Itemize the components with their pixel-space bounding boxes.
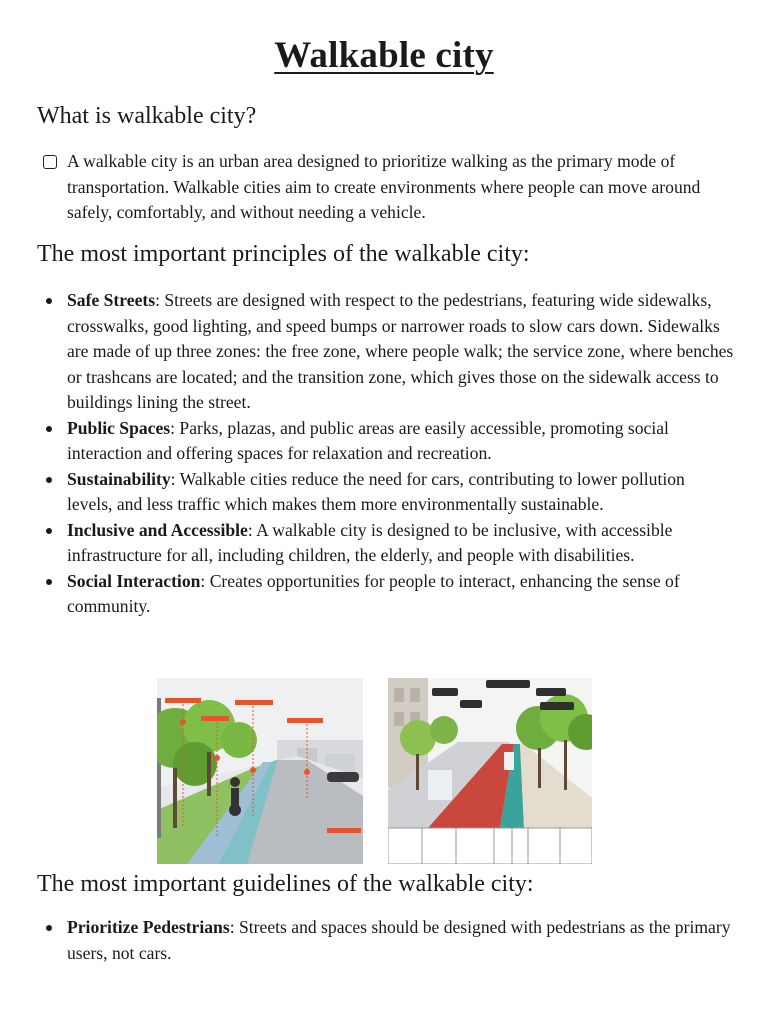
list-item xyxy=(0,467,768,518)
section-heading-principles: The most important principles of the walkable city: xyxy=(37,241,530,267)
list-item-text: : A walkable city is designed to be inclusive, with accessible infrastructure for all, including children, the elderly, and people with disabilities. xyxy=(67,519,673,565)
street-section-illustration xyxy=(388,678,592,864)
list-item-text: : Parks, plazas, and public areas are easily accessible, promoting social interaction and offering spaces for relaxation and recreation. xyxy=(67,417,669,463)
list-item-term: Public Spaces xyxy=(67,417,171,438)
sidewalk-zones-illustration xyxy=(157,678,363,864)
section-heading-what-is: What is walkable city? xyxy=(37,103,257,129)
bullet-icon xyxy=(46,579,52,585)
list-item xyxy=(0,915,768,966)
page-title: Walkable city xyxy=(274,35,494,76)
checkbox-icon xyxy=(43,155,57,169)
bullet-icon xyxy=(46,426,52,432)
list-item-text: : Creates opportunities for people to interact, enhancing the sense of community. xyxy=(67,570,680,616)
guidelines-list xyxy=(0,915,768,966)
list-item-term: Inclusive and Accessible xyxy=(67,519,248,540)
list-item-term: Social Interaction xyxy=(67,570,201,591)
bullet-icon xyxy=(46,528,52,534)
bullet-icon xyxy=(46,925,52,931)
principles-list xyxy=(0,288,768,620)
list-item xyxy=(0,518,768,569)
list-item-term: Safe Streets xyxy=(67,290,156,310)
list-item-term: Prioritize Pedestrians xyxy=(67,917,230,937)
list-item xyxy=(0,569,768,620)
list-item xyxy=(0,416,768,467)
list-item xyxy=(0,288,768,416)
list-item-term: Sustainability xyxy=(67,468,171,489)
list-item-text: : Walkable cities reduce the need for cars, contributing to lower pollution levels, and less traffic which makes them more environmentally sustainable. xyxy=(67,468,685,514)
definition-paragraph: A walkable city is an urban area designed to prioritize walking as the primary mode of transportation. Walkable cities aim to create environments where people can move around safely, comfortably, and without needing a vehicle. xyxy=(67,151,701,222)
bullet-icon xyxy=(46,298,52,304)
list-item-text: : Streets and spaces should be designed with pedestrians as the primary users, not cars. xyxy=(67,917,731,963)
section-heading-guidelines: The most important guidelines of the walkable city: xyxy=(37,871,534,897)
list-item-text: : Streets are designed with respect to the pedestrians, featuring wide sidewalks, crosswalks, good lighting, and speed bumps or narrower roads to slow cars down. Sidewalks are made of up three zones: the free zone, where people walk; the service zone, where benches or trashcans are located; and the transition zone, which gives those on the sidewalk access to buildings lining the street. xyxy=(67,290,734,412)
bullet-icon xyxy=(46,477,52,483)
